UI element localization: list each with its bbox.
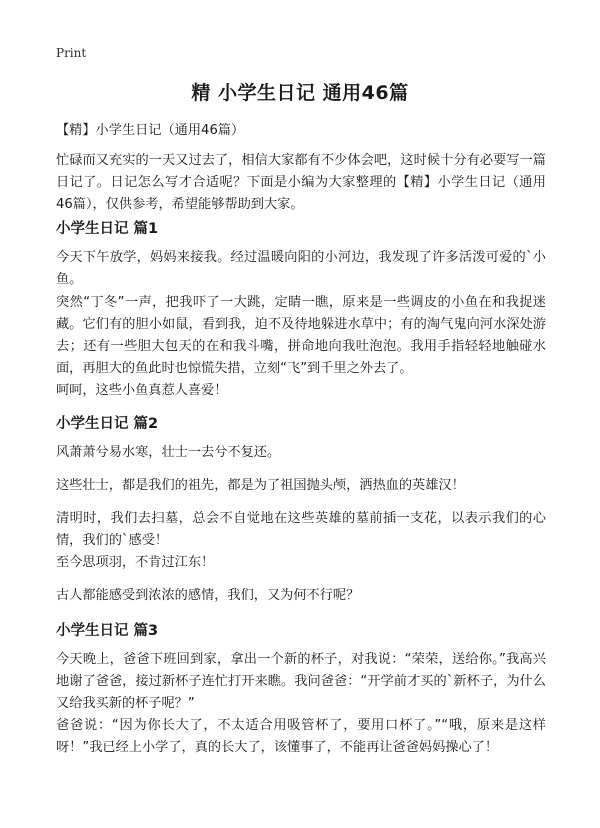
intro-paragraph: 忙碌而又充实的一天又过去了，相信大家都有不少体会吧，这时候十分有必要写一篇日记了。日记怎么写才合适呢？下面是小编为大家整理的【精】小学生日记（通用46篇），仅供参考，希望能够帮助到大家。: [56, 153, 546, 212]
paragraph: 突然“丁冬”一声，把我吓了一大跳，定睛一瞧，原来是一些调皮的小鱼在和我捉迷藏。它们有的胆小如鼠，看到我，迫不及待地躲进水草中；有的淘气鬼向河水深处游去；还有一些胆大包天的在和我斗嘴，拼命地向我吐泡泡。我用手指轻轻地触碰水面，再胆大的鱼此时也惊慌失措，立刻“飞”到千里之外去了。: [56, 295, 546, 376]
section-heading: 小学生日记 篇3: [56, 623, 159, 639]
paragraph: 古人都能感受到浓浓的感情，我们，又为何不行呢？: [56, 588, 360, 603]
paragraph: 爸爸说：“因为你长大了，不太适合用吸管杯了，要用口杯了。”“哦，原来是这样呀！”我已经上小学了，真的长大了，该懂事了，不能再让爸爸妈妈操心了！: [56, 718, 546, 755]
print-label[interactable]: Print: [56, 46, 87, 60]
paragraph: 今天下午放学，妈妈来接我。经过温暖向阳的小河边，我发现了许多活泼可爱的`小鱼。: [56, 250, 546, 287]
paragraph: 今天晚上，爸爸下班回到家，拿出一个新的杯子，对我说：“荣荣，送给你。”我高兴地谢了爸爸，接过新杯子连忙打开来瞧。我问爸爸：“开学前才买的`新杯子，为什么又给我买新的杯子呢？”: [56, 652, 546, 711]
page-title: 精 小学生日记 通用46篇: [191, 82, 409, 104]
paragraph: 呵呵，这些小鱼真惹人喜爱！: [56, 383, 228, 398]
paragraph: 这些壮士，都是我们的祖先，都是为了祖国抛头颅，洒热血的英雄汉！: [56, 478, 465, 493]
paragraph: 风萧萧兮易水寒，壮士一去兮不复还。: [56, 445, 281, 460]
section-heading: 小学生日记 篇2: [56, 416, 159, 432]
paragraph: 至今思项羽，不肯过江东！: [56, 555, 215, 570]
section-heading: 小学生日记 篇1: [56, 221, 159, 237]
paragraph: 清明时，我们去扫墓，总会不自觉地在这些英雄的墓前插一支花，以表示我们的心情，我们的`感受！: [56, 511, 546, 548]
subtitle: 【精】小学生日记（通用46篇）: [56, 123, 245, 138]
